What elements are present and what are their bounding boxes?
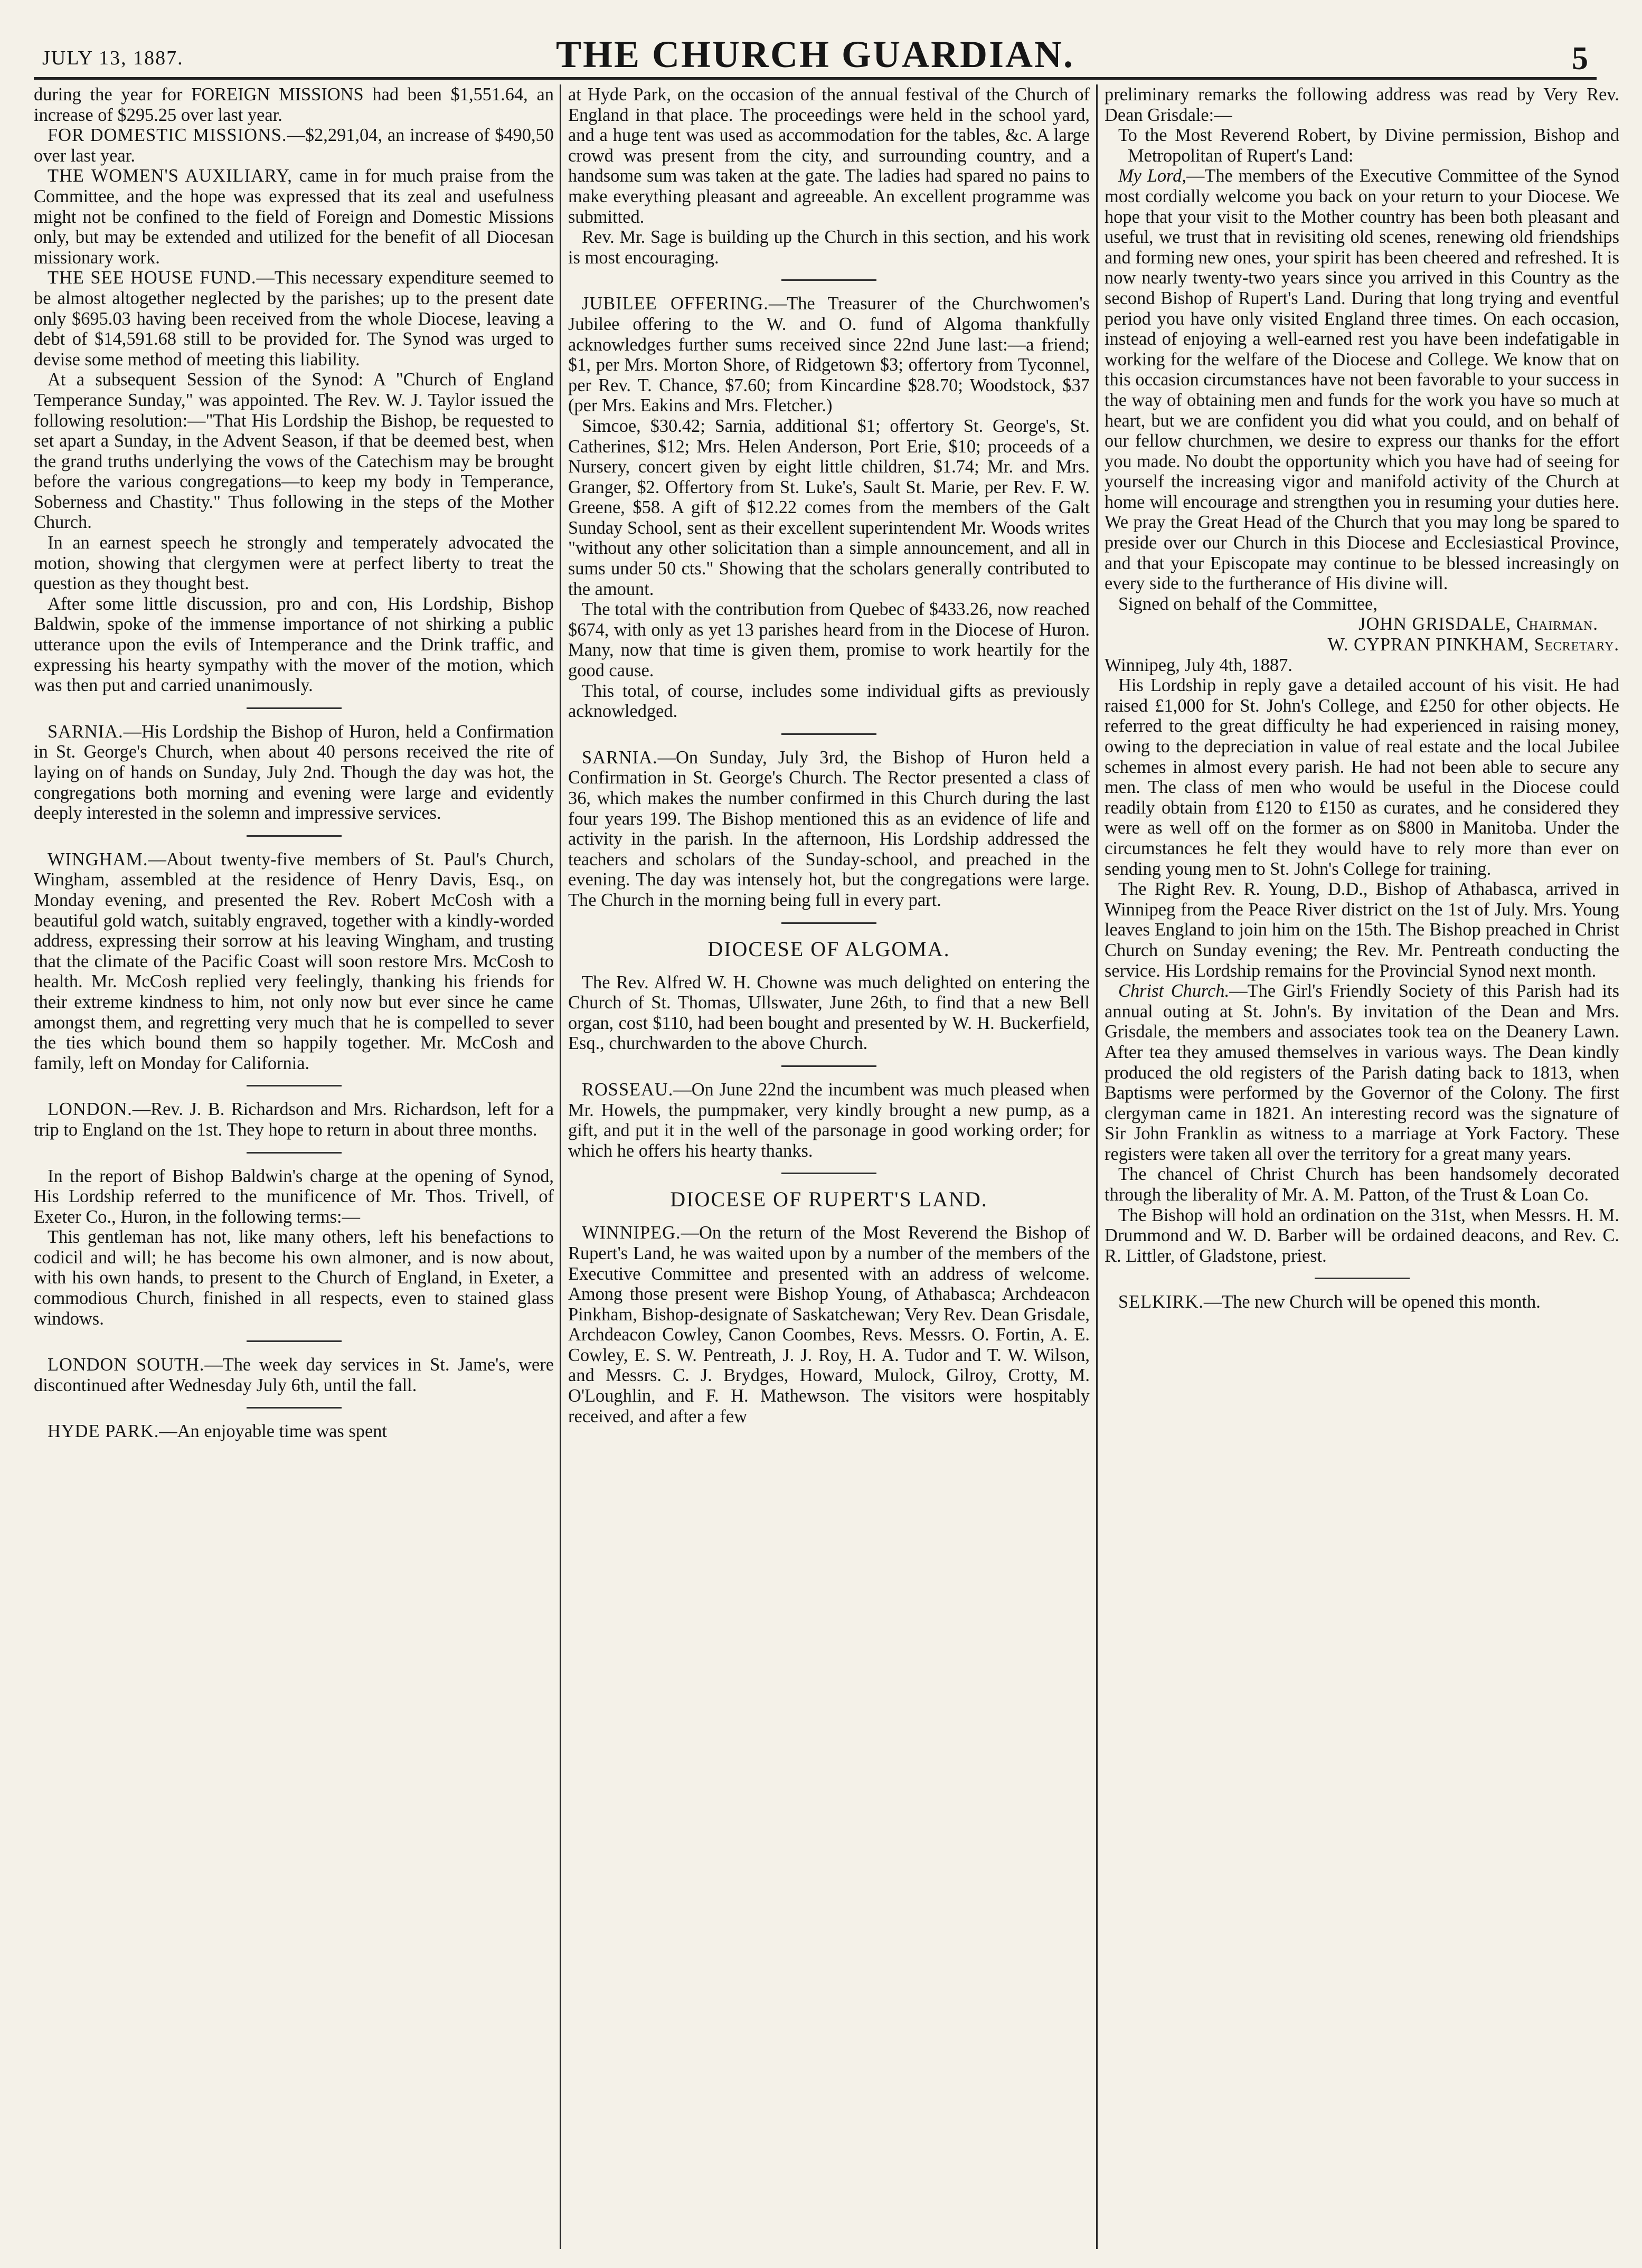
page-number: 5 — [1572, 41, 1588, 77]
winnipeg-lead: WINNIPEG. — [582, 1223, 681, 1243]
signature-secretary: W. CYPRAN PINKHAM, Secretary. — [1327, 635, 1619, 655]
separator — [247, 1340, 342, 1342]
wingham-paragraph — [34, 849, 554, 1074]
london-paragraph — [34, 1099, 554, 1140]
earnest-speech-paragraph: In an earnest speech he strongly and temperately advocated the motion, showing that clergymen were at perfect liberty to treat the question as they thought best. — [34, 533, 554, 594]
selkirk-text: —The new Church will be opened this month. — [1203, 1292, 1541, 1312]
separator — [247, 707, 342, 709]
sarnia-confirmation-lead: SARNIA. — [582, 747, 658, 768]
separator — [781, 1173, 876, 1174]
address-body-text: —The members of the Executive Committee of the Synod most cordially welcome you back on your return to your Diocese. We hope that your visit to the Mother country has been both pleasant and useful, we trust that in revisiting old scenes, renewing old friendships and forming new ones, your spirit has been cheered and refreshed. It is now nearly twenty-two years since you arrived in this Country as the second Bishop of Rupert's Land. During that long trying and eventful period you have only visited England three times. On each occasion, instead of enjoying a well-earned rest you have been indefatigable in working for the welfare of the Diocese and College. We know that on this occasion circumstances have not been favorable to your success in the way of obtaining men and funds for the work you have so much at heart, but we are confident you did what you could, and on behalf of our fellow churchmen, we desire to express our thanks for the effort you made. No doubt the opportunity which you have had of seeing for yourself the increasing vigor and manifold activity of the Church at home will encourage and strengthen you in resuming your duties here. We pray the Great Head of the Church that you may long be spared to preside over our Church in this Diocese and Ecclesiastical Province, and that your Episcopate may continue to be blessed increasingly on every side to the furtherance of His divine will. — [1105, 166, 1619, 594]
jubilee-offering-text: —The Treasurer of the Churchwomen's Jubilee offering to the W. and O. fund of Algoma thankfully acknowledges further sums received since 22nd June last:—a friend; $1, per Mrs. Morton Shore, of Ridgetown $3; offertory from Tyconnel, per Rev. T. Chance, $7.60; from Kincardine $28.70; Woodstock, $37 (per Mrs. Eakins and Mrs. Fletcher.) — [568, 294, 1090, 416]
address-salutation: To the Most Reverend Robert, by Divine permission, Bishop and Metropolitan of Rupert's Land: — [1118, 125, 1619, 166]
christ-church-text: —The Girl's Friendly Society of this Parish had its annual outing at St. John's. By invitation of the Dean and Mrs. Grisdale, the members and associates took tea on the Deanery Lawn. After tea they amused themselves in various ways. The Dean kindly produced the old registers of the Parish dating back to 1813, when Baptisms were performed by the Governor of the Colony. The first clergyman came in 1821. An interesting record was the signature of Sir John Franklin as witness to a marriage at York Factory. These registers were taken all over the territory for a great many years. — [1105, 981, 1619, 1164]
separator — [1315, 1278, 1410, 1279]
section-heading-ruperts-land: DIOCESE OF RUPERT'S LAND. — [670, 1187, 988, 1212]
bishop-baldwin-report-paragraph: In the report of Bishop Baldwin's charge at the opening of Synod, His Lordship referred to the munificence of Mr. Thos. Trivell, of Exeter Co., Huron, in the following terms:— — [34, 1166, 554, 1227]
domestic-missions-lead: FOR DOMESTIC MISSIONS. — [48, 125, 287, 146]
separator — [247, 835, 342, 837]
see-house-text: —This necessary expenditure seemed to be almost altogether neglected by the parishes; up to the present date only $695.03 having been received from the whole Diocese, leaving a debt of $14,591.68 still to be provided for. The Synod was urged to devise some method of meeting this liability. — [34, 268, 554, 370]
bishop-young-paragraph: The Right Rev. R. Young, D.D., Bishop of Athabasca, arrived in Winnipeg from the Peace River district on the 1st of July. Mrs. Young leaves England to join him on the 15th. The Bishop preached in Christ Church on Sunday evening; the Rev. Mr. Pentreath conducting the service. His Lordship remains for the Provincial Synod next month. — [1105, 879, 1619, 981]
hyde-park-lead: HYDE PARK. — [48, 1421, 159, 1442]
christ-church-paragraph — [1105, 981, 1619, 1164]
simcoe-paragraph: Simcoe, $30.42; Sarnia, additional $1; offertory St. George's, St. Catherines, $12; Mrs. Helen Anderson, Port Erie, $10; proceeds of a Nursery, concert given by eight little children, $1.74; Mr. and Mrs. Granger, $2. Offertory from St. Luke's, Sault St. Marie, per Rev. F. W. Greene, $58. A gift of $12.22 comes from the members of the Galt Sunday School, sent as their excellent superintendent Mr. Woods writes "without any other solicitation than a simple announcement, and all in sums under 50 cts." Showing that the scholars generally contributed to the amount. — [568, 415, 1090, 599]
column-1 — [34, 84, 554, 2254]
discussion-paragraph: After some little discussion, pro and con, His Lordship, Bishop Baldwin, spoke of the immense importance of not shirking a public utterance upon the evils of Intemperance and the Drink traffic, and expressing his hearty sympathy with the mover of the motion, which was then put and carried unanimously. — [34, 593, 554, 696]
sarnia-paragraph — [34, 722, 554, 824]
wingham-text: —About twenty-five members of St. Paul's Church, Wingham, assembled at the residence of Henry Davis, Esq., on Monday evening, and presented the Rev. Robert McCosh with a beautiful gold watch, suitably engraved, together with a kindly-worded address, expressing their sorrow at his leaving Wingham, and trusting that the climate of the Pacific Coast will soon restore Mrs. McCosh to health. Mr. McCosh replied very feelingly, thanking his friends for their extreme kindness to him, not only now but ever since he came amongst them, and regretting very much that he is compelled to sever the ties which bound them so happily together. Mr. McCosh and family, left on Monday for California. — [34, 849, 554, 1073]
hyde-park-text: —An enjoyable time was spent — [159, 1421, 387, 1442]
separator — [781, 733, 876, 735]
preliminary-remarks-paragraph: preliminary remarks the following address was read by Very Rev. Dean Grisdale:— — [1105, 84, 1619, 125]
selkirk-lead: SELKIRK. — [1118, 1292, 1204, 1312]
my-lord-lead: My Lord, — [1118, 166, 1186, 186]
sarnia-lead: SARNIA. — [48, 721, 124, 742]
sarnia-confirmation-text: —On Sunday, July 3rd, the Bishop of Huron held a Confirmation in St. George's Church. The Rector presented a class of 36, which makes the number confirmed in this Church during the last four years 199. The Bishop mentioned this as an evidence of life and activity in the parish. In the afternoon, His Lordship addressed the teachers and scholars of the Sunday-school, and preached in the evening. The day was intensely hot, but the congregations were large. The Church in the morning being full in every part. — [568, 747, 1090, 910]
womens-auxiliary-text: came in for much praise from the Committee, and the hope was expressed that its zeal and usefulness might not be confined to the field of Foreign and Domestic Missions only, but may be extended and utilized for the benefit of all Diocesan missionary work. — [34, 166, 554, 268]
masthead — [34, 14, 1597, 80]
separator — [781, 922, 876, 924]
separator — [247, 1152, 342, 1154]
signed-on-behalf: Signed on behalf of the Committee, — [1118, 593, 1377, 614]
total-quebec-paragraph: The total with the contribution from Quebec of $433.26, now reached $674, with only as yet 13 parishes heard from in the Diocese of Huron. Many, now that time is given them, promise to work heartily for the good cause. — [568, 599, 1090, 681]
sarnia-text: —His Lordship the Bishop of Huron, held a Confirmation in St. George's Church, when about 40 persons received the rite of laying on of hands on Sunday, July 2nd. Though the day was hot, the congregations both morning and evening were large and evidently deeply interested in the solemn and impressive services. — [34, 721, 554, 824]
separator — [247, 1085, 342, 1086]
rosseau-paragraph — [568, 1080, 1090, 1161]
chowne-paragraph: The Rev. Alfred W. H. Chowne was much delighted on entering the Church of St. Thomas, Ullswater, June 26th, to find that a new Bell organ, cost $110, had been bought and presented by W. H. Buckerfield, Esq., churchwarden to the above Church. — [568, 972, 1090, 1054]
column-2 — [568, 84, 1090, 2254]
gentleman-paragraph: This gentleman has not, like many others, left his benefactions to codicil and will; he has become his own almoner, and is now about, with his own hands, to present to the Church of England, in Exeter, a commodious Church, finished in all respects, even to stained glass windows. — [34, 1227, 554, 1329]
womens-auxiliary-paragraph — [34, 166, 554, 268]
selkirk-paragraph — [1105, 1292, 1619, 1312]
issue-date: JULY 13, 1887. — [42, 47, 184, 69]
womens-auxiliary-lead: THE WOMEN'S AUXILIARY, — [48, 166, 292, 186]
winnipeg-paragraph — [568, 1223, 1090, 1426]
winnipeg-text: —On the return of the Most Reverend the Bishop of Rupert's Land, he was waited upon by a number of the members of the Executive Committee and presented with an address of welcome. Among those present were Bishop Young, of Athabasca; Archdeacon Pinkham, Bishop-designate of Saskatchewan; Very Rev. Dean Grisdale, Archdeacon Cowley, Canon Coombes, Revs. Messrs. O. Fortin, A. E. Cowley, E. S. W. Pentreath, J. J. Roy, H. A. Tudor and T. W. Wilson, and Messrs. C. J. Brydges, Howard, Mulock, Gilroy, Crotty, M. O'Loughlin, and F. H. Mathewson. The visitors were hospitably received, and after a few — [568, 1223, 1090, 1426]
jubilee-offering-paragraph — [568, 294, 1090, 416]
london-south-lead: LONDON SOUTH. — [48, 1355, 205, 1375]
rosseau-text: —On June 22nd the incumbent was much pleased when Mr. Howels, the pumpmaker, very kindly brought a new pump, as a gift, and put it in the well of the parsonage in good working order; for which he offers his hearty thanks. — [568, 1079, 1090, 1161]
address-date: Winnipeg, July 4th, 1887. — [1105, 655, 1292, 675]
see-house-paragraph — [34, 268, 554, 370]
newspaper-title: THE CHURCH GUARDIAN. — [555, 33, 1075, 75]
ordination-paragraph: The Bishop will hold an ordination on the 31st, when Messrs. H. M. Drummond and W. D. Barber will be ordained deacons, and Rev. C. R. Littler, of Gladstone, priest. — [1105, 1205, 1619, 1266]
temperance-paragraph: At a subsequent Session of the Synod: A "Church of England Temperance Sunday," was appointed. The Rev. W. J. Taylor issued the following resolution:—"That His Lordship the Bishop, be requested to set apart a Sunday, in the Advent Season, if that be deemed best, when the grand truths underlying the vows of the Catechism may be brought before the various congregations—to keep my body in Temperance, Soberness and Chastity." Thus following in the steps of the Mother Church. — [34, 370, 554, 533]
address-body-paragraph — [1105, 166, 1619, 593]
column-3 — [1105, 84, 1619, 2254]
hyde-park-paragraph — [34, 1421, 554, 1442]
separator — [781, 1065, 876, 1067]
see-house-lead: THE SEE HOUSE FUND. — [48, 268, 257, 288]
domestic-missions-text: —$2,291,04, an increase of $490,50 over last year. — [34, 125, 554, 166]
separator — [247, 1407, 342, 1409]
column-rule-1 — [560, 84, 561, 2249]
foreign-missions-paragraph: during the year for FOREIGN MISSIONS had been $1,551.64, an increase of $295.25 over last year. — [34, 84, 554, 125]
separator — [781, 279, 876, 281]
london-text: —Rev. J. B. Richardson and Mrs. Richardson, left for a trip to England on the 1st. They hope to return in about three months. — [34, 1099, 554, 1140]
london-lead: LONDON. — [48, 1099, 133, 1120]
jubilee-offering-lead: JUBILEE OFFERING. — [582, 294, 769, 314]
chancel-paragraph: The chancel of Christ Church has been handsomely decorated through the liberality of Mr. A. M. Patton, of the Trust & Loan Co. — [1105, 1164, 1619, 1205]
lordship-reply-paragraph: His Lordship in reply gave a detailed account of his visit. He had raised £1,000 for St. John's College, and £250 for other objects. He referred to the great difficulty he had experienced in raising money, owing to the depreciation in value of real estate and the local Jubilee schemes in almost every parish. He had not been able to secure any men. The class of men who would be useful in the Diocese could readily obtain from £120 to £150 as curates, and he considered they were as well off on the former as on $800 in Manitoba. Under the circumstances he felt they would have to rely more than ever on sending young men to St. John's College for training. — [1105, 675, 1619, 879]
column-rule-2 — [1096, 84, 1098, 2249]
rosseau-lead: ROSSEAU. — [582, 1079, 674, 1100]
signature-chairman: JOHN GRISDALE, Chairman. — [1358, 614, 1598, 635]
wingham-lead: WINGHAM. — [48, 849, 148, 870]
christ-church-lead: Christ Church. — [1118, 981, 1230, 1001]
london-south-paragraph — [34, 1355, 554, 1395]
total-includes-paragraph: This total, of course, includes some individual gifts as previously acknowledged. — [568, 681, 1090, 722]
hyde-park-continued-paragraph: at Hyde Park, on the occasion of the annual festival of the Church of England in that place. The proceedings were held in the school yard, and a huge tent was used as accommodation for the tables, &c. A large crowd was present from the city, and surrounding country, and a handsome sum was taken at the gate. The ladies had spared no pains to make everything pleasant and agreeable. An excellent programme was submitted. — [568, 84, 1090, 227]
domestic-missions-paragraph — [34, 125, 554, 166]
london-south-text: —The week day services in St. Jame's, were discontinued after Wednesday July 6th, until the fall. — [34, 1355, 554, 1395]
rev-sage-paragraph: Rev. Mr. Sage is building up the Church in this section, and his work is most encouraging. — [568, 227, 1090, 268]
sarnia-confirmation-paragraph — [568, 748, 1090, 911]
section-heading-algoma: DIOCESE OF ALGOMA. — [707, 937, 950, 961]
